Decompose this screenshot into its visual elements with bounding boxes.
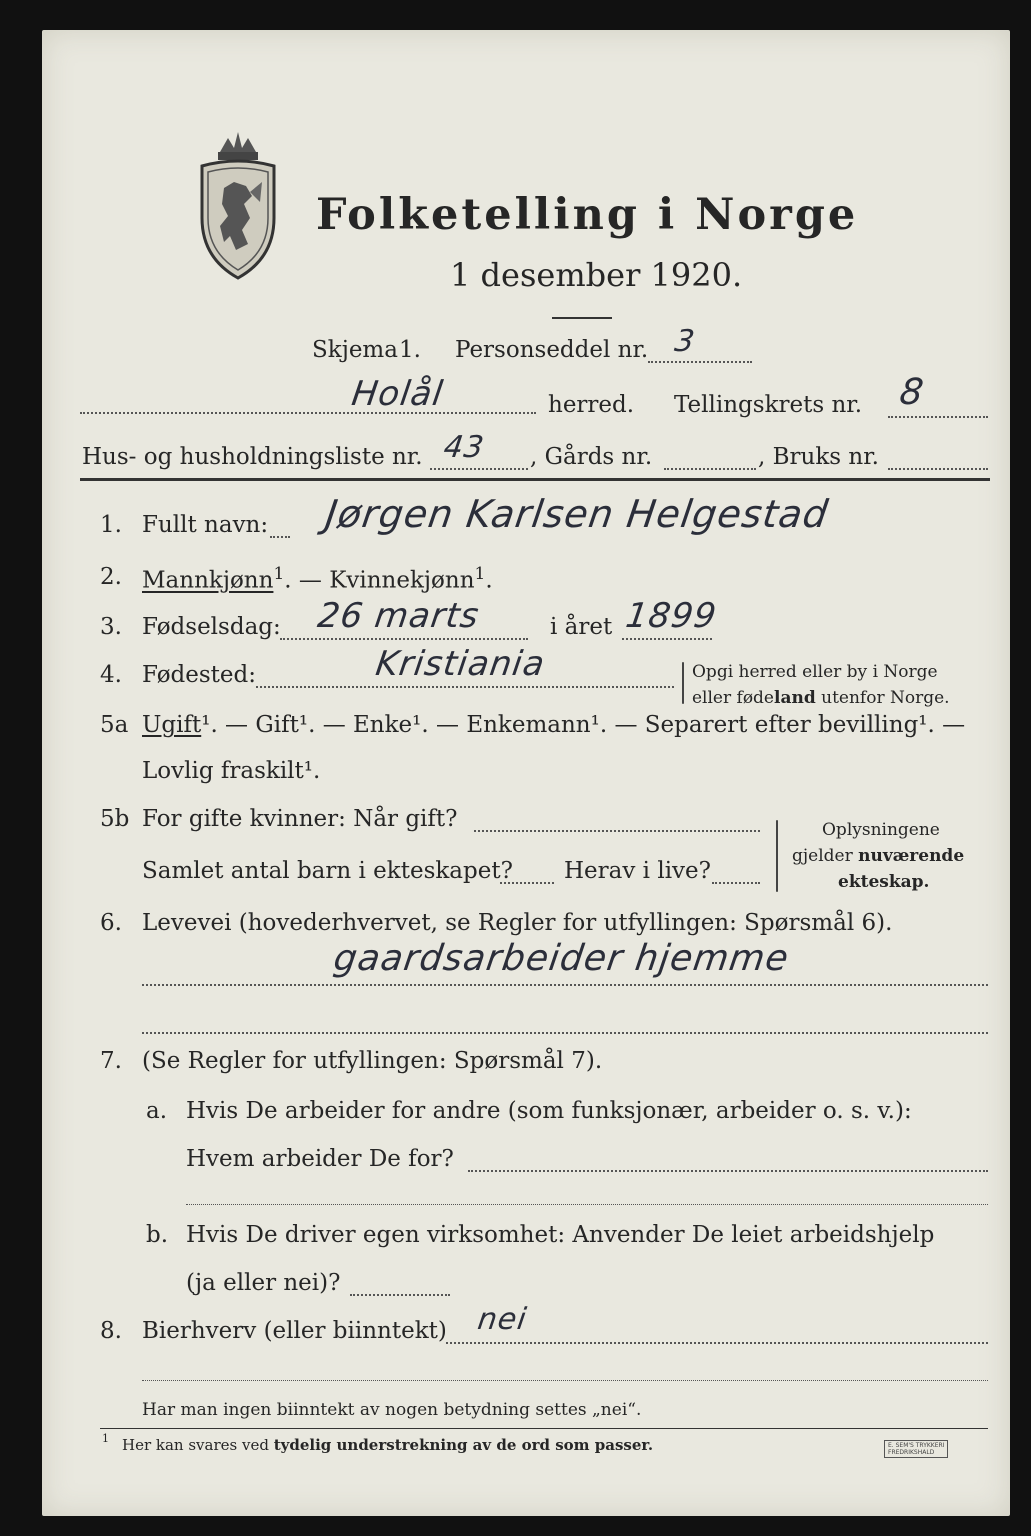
q5b-number: 5b: [100, 806, 130, 832]
q5b-married-when-label: For gifte kvinner: Når gift?: [142, 806, 458, 832]
husholdning-label: Hus- og husholdningsliste nr.: [82, 444, 423, 470]
footer-divider: [100, 1428, 988, 1429]
herred-label: herred.: [548, 392, 635, 418]
gards-line: [664, 468, 756, 470]
herred-line: [80, 412, 536, 414]
q4-note-line1: Opgi herred eller by i Norge: [692, 662, 938, 682]
q3-birth-date: 26 marts: [315, 596, 482, 636]
q6-line2: [142, 1032, 988, 1034]
q1-line: [270, 536, 290, 538]
q5b-married-when-line: [474, 830, 760, 832]
q6-number: 6.: [100, 910, 122, 936]
footnote: Her kan svares ved tydelig understrekning av de ord som passer.: [122, 1436, 654, 1454]
q7a-extra-line: [186, 1204, 988, 1205]
q7a-label: Hvis De arbeider for andre (som funksjonær, arbeider o. s. v.):: [186, 1098, 912, 1124]
husholdning-line: [430, 468, 528, 470]
footnote-number: 1: [102, 1432, 109, 1445]
q5b-children-line: [500, 882, 554, 884]
q5a-options-line2: Lovlig fraskilt¹.: [142, 758, 321, 784]
q2-gender: Mannkjønn$^1$. — Kvinnekjønn$^1$.: [142, 564, 493, 594]
header-divider: [80, 478, 990, 481]
q4-note-brace: [682, 662, 684, 704]
q8-side-income: nei: [475, 1302, 530, 1337]
q6-occupation: gaardsarbeider hjemme: [331, 938, 792, 979]
q7-label: (Se Regler for utfyllingen: Spørsmål 7).: [142, 1048, 603, 1074]
q4-number: 4.: [100, 662, 122, 688]
q8-extra-line: [142, 1380, 988, 1381]
q5b-note-line1: Oplysningene: [822, 820, 940, 840]
husholdning-value: 43: [441, 430, 487, 465]
bruks-line: [888, 468, 988, 470]
q6-line1: [142, 984, 988, 986]
q5b-alive-label: Herav i live?: [564, 858, 711, 884]
q7b-answer-line: [350, 1294, 450, 1296]
q5b-note-line2: gjelder nuværende: [792, 846, 965, 866]
q8-line: [446, 1342, 988, 1344]
q5b-alive-line: [712, 882, 760, 884]
q4-note-line2: eller fødeland utenfor Norge.: [692, 688, 950, 708]
q7a-employer-line: [468, 1170, 988, 1172]
q5b-note-line3: ekteskap.: [838, 872, 930, 892]
title-divider: [552, 317, 612, 319]
herred-value: Holål: [349, 374, 446, 414]
q1-number: 1.: [100, 512, 122, 538]
q7b-letter: b.: [146, 1222, 169, 1248]
q2-kvinnekjonn-option: Kvinnekjønn: [329, 567, 475, 594]
q3-date-line: [280, 638, 528, 640]
q3-label: Fødselsdag:: [142, 614, 281, 640]
q7a-employer-label: Hvem arbeider De for?: [186, 1146, 454, 1172]
tellingskrets-label: Tellingskrets nr.: [674, 392, 863, 418]
q6-label: Levevei (hovederhvervet, se Regler for utfyllingen: Spørsmål 6).: [142, 910, 893, 936]
q7-number: 7.: [100, 1048, 122, 1074]
census-date: 1 desember 1920.: [450, 256, 743, 294]
q4-line: [256, 686, 674, 688]
q3-number: 3.: [100, 614, 122, 640]
q2-number: 2.: [100, 564, 122, 590]
q2-mannkjonn-option: Mannkjønn: [142, 567, 274, 594]
q3-birth-year: 1899: [623, 596, 720, 636]
q5a-number: 5a: [100, 712, 129, 738]
q3-year-label: i året: [550, 614, 613, 640]
q7b-answer-label: (ja eller nei)?: [186, 1270, 341, 1296]
bruks-label: , Bruks nr.: [758, 444, 879, 470]
q5a-ugift-option: Ugift: [142, 712, 202, 738]
q1-label: Fullt navn:: [142, 512, 269, 538]
skjema-label: Skjema: [312, 337, 398, 363]
q5b-children-label: Samlet antal barn i ekteskapet?: [142, 858, 513, 884]
tellingskrets-value: 8: [897, 372, 927, 413]
personseddel-label: Personseddel nr.: [455, 337, 649, 363]
norwegian-coat-of-arms-icon: [190, 126, 286, 282]
form-title: Folketelling i Norge: [316, 190, 859, 240]
q5b-note-brace: [776, 820, 778, 892]
q1-full-name: Jørgen Karlsen Helgestad: [322, 492, 832, 536]
q3-year-line: [622, 638, 712, 640]
census-form-page: [42, 30, 1010, 1516]
q8-label: Bierhverv (eller biinntekt): [142, 1318, 447, 1344]
q4-birthplace: Kristiania: [373, 644, 548, 684]
footer-note: Har man ingen biinntekt av nogen betydning settes „nei“.: [142, 1400, 642, 1420]
q7b-label: Hvis De driver egen virksomhet: Anvender De leiet arbeidshjelp: [186, 1222, 935, 1248]
printer-stamp: E. SEM'S TRYKKERI FREDRIKSHALD: [884, 1440, 948, 1458]
q8-number: 8.: [100, 1318, 122, 1344]
skjema-value: 1.: [399, 337, 421, 363]
q4-label: Fødested:: [142, 662, 257, 688]
tellingskrets-line: [888, 416, 988, 418]
q5a-options: Ugift¹. — Gift¹. — Enke¹. — Enkemann¹. — Separert efter bevilling¹. —: [142, 712, 966, 738]
gards-label: , Gårds nr.: [530, 444, 653, 470]
personseddel-value: 3: [672, 324, 698, 359]
personseddel-line: [648, 361, 752, 363]
q7a-letter: a.: [146, 1098, 168, 1124]
